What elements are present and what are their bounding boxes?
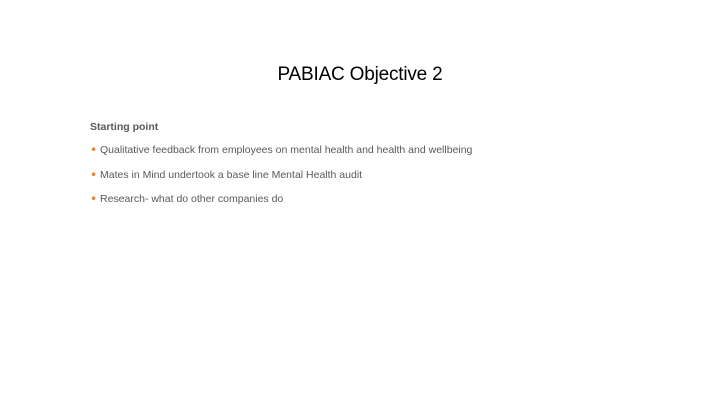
- bullet-text: Research- what do other companies do: [100, 193, 284, 205]
- bullet-item: [90, 143, 690, 168]
- bullet-item: [90, 192, 690, 217]
- bullet-list: [90, 143, 690, 217]
- slide-title: PABIAC Objective 2: [277, 64, 443, 85]
- bullet-icon: •: [90, 143, 98, 157]
- bullet-text: Qualitative feedback from employees on mental health and health and wellbeing: [100, 144, 473, 156]
- bullet-text: Mates in Mind undertook a base line Mental Health audit: [100, 168, 363, 181]
- section-heading: Starting point: [90, 121, 159, 133]
- bullet-icon: •: [90, 167, 98, 182]
- bullet-item: [90, 168, 690, 193]
- bullet-icon: •: [90, 192, 98, 206]
- slide-content: [90, 120, 690, 217]
